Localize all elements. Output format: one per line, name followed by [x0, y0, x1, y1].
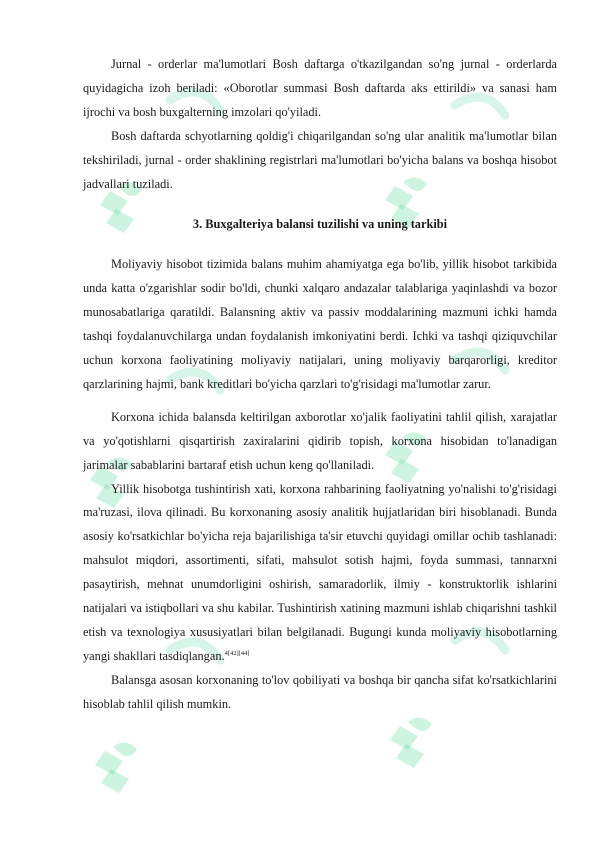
paragraph-annual-report-text: Yillik hisobotga tushintirish xati, korxona rahbarining faoliyatning yo'nalishi to'g'risidagi ma'ruzasi, ilova qilinadi. Bu korxonaning asosiy analitik hujjatlaridan biri hisoblanadi. Bunda asosiy ko'rsatkichlar bo'yicha reja bajarilishiga ta'sir etuvchi quyidagi omillar ochib tashlanadi: mahsulot miqdori, assortimenti, sifati, mahsulot sotish hajmi, foyda summasi, tannarxni pasaytirish, mehnat unumdorligini oshirish, samaradorlik, ilmiy - konstruktorlik ishlarini natijalari va istiqbollari va shu kabilar. Tushintirish xatining mazmuni ishlab chiqarishni tashkil etish va texnologiya xususiyatlari bilan belgilanadi. Bugungi kunda moliyaviy hisobotlarning yangi shakllari tasdiqlangan.: [83, 481, 557, 663]
footnote-reference: 4[42][44]: [224, 649, 250, 657]
paragraph-balance-solvency: Balansga asosan korxonaning to'lov qobiliyati va boshqa bir qancha sifat ko'rsatkichlarini hisoblab tahlil qilish mumkin.: [83, 672, 557, 711]
paragraph-balance-importance: Moliyaviy hisobot tizimida balans muhim ahamiyatga ega bo'lib, yillik hisobot tarkibida unda katta o'zgarishlar sodir bo'ldi, chunki xalqaro andazalar talablariga yaqinlashdi va bozor munosabatlariga qaratildi. Balansning aktiv va passiv moddalarining mazmuni ichki hamda tashqi foydalanuvchilarga undan foydalanish imkoniyatini berdi. Ichki va tashqi qiziquvchilar uchun korxona faoliyatining moliyaviy natijalari, uning moliyaviy barqarorligi, kreditor qarzlarining hajmi, bank kreditlari bo'yicha qarzlari to'g'risidagi ma'lumotlar zarur.: [83, 257, 557, 391]
watermark-glyph: [95, 742, 137, 793]
paragraph-general-ledger: Bosh daftarda schyotlarning qoldig'i chiqarilgandan so'ng ular analitik ma'lumotlar bilan tekshiriladi, jurnal - order shaklining registrlari ma'lumotlari bo'yicha balans va boshqa hisobot jadvallari tuziladi.: [83, 128, 557, 191]
paragraph-balance-internal-use: Korxona ichida balansda keltirilgan axborotlar xo'jalik faoliyatini tahlil qilish, xarajatlar va yo'qotishlarni qisqartirish zaxiralarini qidirib topish, korxona hisobidan to'lanadigan jarimalar sabablarini bartaraf etish uchun keng qo'llaniladi.: [83, 409, 557, 472]
paragraph-annual-report: [83, 478, 557, 669]
document-body: [83, 53, 557, 717]
watermark-glyph: [390, 717, 432, 768]
paragraph-journal-orders: Jurnal - orderlar ma'lumotlari Bosh daftarga o'tkazilgandan so'ng jurnal - orderlarda quyidagicha izoh beriladi: «Oborotlar summasi Bosh daftarda aks ettirildi» va sanasi ham ijrochi va bosh buxgalterning imzolari qo'yiladi.: [83, 57, 557, 119]
section-heading: 3. Buxgalteriya balansi tuzilishi va uning tarkibi: [192, 217, 448, 232]
